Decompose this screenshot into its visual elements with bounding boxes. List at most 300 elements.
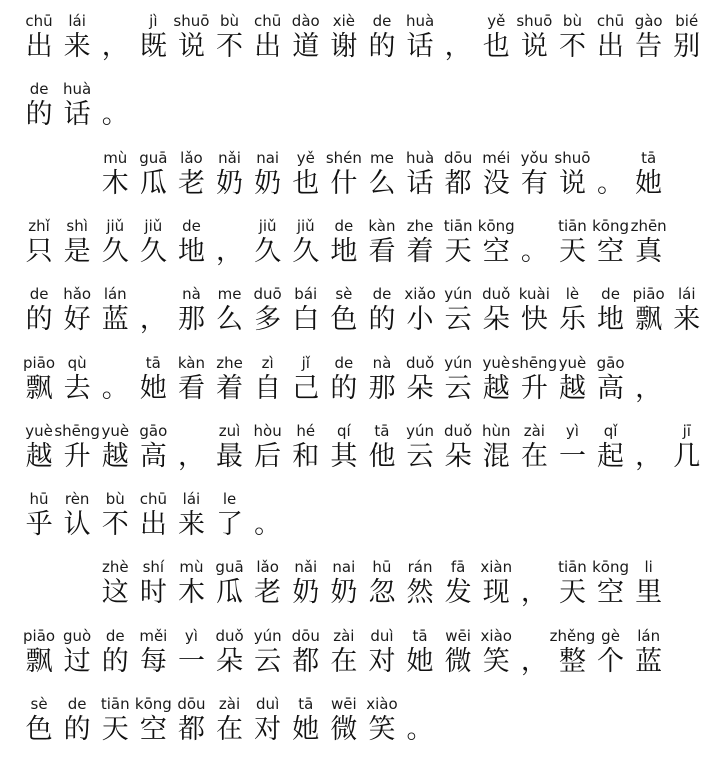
character-cell bbox=[629, 627, 669, 695]
hanzi-character: 朵 bbox=[216, 645, 244, 677]
pinyin-label: le bbox=[222, 490, 237, 509]
hanzi-character: 那 bbox=[368, 372, 396, 404]
pinyin-label: shuō bbox=[554, 148, 591, 167]
pinyin-label: yún bbox=[406, 421, 434, 440]
character-cell bbox=[591, 422, 631, 490]
hanzi-character: 飘 bbox=[635, 304, 663, 336]
pinyin-label: guā bbox=[215, 558, 244, 577]
pinyin-label: shuō bbox=[173, 12, 210, 30]
punctuation-mark: ， bbox=[635, 372, 663, 404]
pinyin-label: zài bbox=[333, 626, 355, 645]
text-line bbox=[20, 217, 668, 285]
hanzi-character: 谢 bbox=[330, 31, 358, 62]
hanzi-character: 的 bbox=[25, 304, 53, 336]
character-cell bbox=[476, 285, 516, 353]
character-cell bbox=[629, 285, 669, 353]
pinyin-label: tā bbox=[641, 148, 657, 167]
pinyin-label: chū bbox=[596, 12, 625, 30]
character-cell bbox=[552, 285, 592, 353]
pinyin-label: nǎi bbox=[294, 558, 318, 577]
character-cell bbox=[511, 353, 558, 422]
hanzi-character: 地 bbox=[177, 235, 205, 267]
hanzi-character: 越 bbox=[558, 372, 586, 404]
hanzi-character: 奶 bbox=[254, 167, 282, 199]
pinyin-label: dōu bbox=[177, 695, 206, 713]
character-cell bbox=[514, 217, 554, 285]
punctuation-mark: ， bbox=[444, 31, 472, 62]
character-cell bbox=[552, 354, 592, 422]
pinyin-label: méi bbox=[482, 148, 511, 167]
pinyin-label: huà bbox=[405, 148, 435, 167]
character-cell bbox=[95, 217, 135, 285]
pinyin-label: hū bbox=[29, 490, 49, 509]
pinyin-label: tā bbox=[145, 353, 161, 372]
character-cell bbox=[248, 285, 288, 353]
pinyin-label: gào bbox=[634, 12, 663, 30]
character-cell bbox=[171, 695, 211, 763]
pinyin-label: piāo bbox=[632, 285, 665, 304]
punctuation-mark: ， bbox=[177, 440, 205, 472]
character-cell bbox=[133, 354, 173, 422]
character-cell bbox=[286, 12, 326, 80]
hanzi-character: 自 bbox=[254, 372, 282, 404]
text-line bbox=[20, 354, 668, 422]
hanzi-character: 的 bbox=[368, 304, 396, 336]
character-cell bbox=[19, 285, 59, 353]
hanzi-character: 奶 bbox=[330, 577, 358, 609]
punctuation-mark: ， bbox=[520, 577, 548, 609]
character-cell bbox=[248, 490, 288, 558]
character-cell bbox=[324, 422, 364, 490]
hanzi-character: 乐 bbox=[558, 304, 586, 336]
pinyin-label: xiǎo bbox=[404, 285, 436, 304]
character-cell bbox=[171, 490, 211, 558]
character-cell bbox=[400, 422, 440, 490]
character-cell bbox=[210, 217, 250, 285]
pinyin-label: tiān bbox=[558, 558, 587, 577]
hanzi-character: 乎 bbox=[25, 509, 53, 541]
pinyin-label: huà bbox=[405, 12, 435, 30]
character-cell bbox=[19, 422, 59, 490]
character-cell bbox=[57, 627, 97, 695]
pinyin-label: zài bbox=[523, 421, 545, 440]
pinyin-label: nà bbox=[372, 353, 392, 372]
pinyin-label: duō bbox=[253, 285, 282, 304]
pinyin-label: yuè bbox=[101, 421, 130, 440]
character-cell bbox=[95, 695, 135, 763]
text-line bbox=[20, 80, 668, 148]
character-cell bbox=[95, 490, 135, 558]
character-cell bbox=[19, 695, 59, 763]
hanzi-character: 话 bbox=[406, 31, 434, 62]
pinyin-label: chū bbox=[139, 490, 167, 509]
pinyin-label: tiān bbox=[558, 216, 587, 235]
character-cell bbox=[324, 217, 364, 285]
character-cell bbox=[667, 285, 707, 353]
hanzi-character: 的 bbox=[63, 714, 91, 745]
character-cell bbox=[400, 627, 440, 695]
character-cell bbox=[210, 627, 250, 695]
pinyin-label: shēng bbox=[511, 353, 558, 372]
text-line bbox=[20, 149, 668, 217]
character-cell bbox=[54, 421, 100, 490]
pinyin-label: xiào bbox=[366, 695, 398, 713]
pinyin-label: de bbox=[601, 285, 620, 304]
hanzi-character: 其 bbox=[330, 440, 358, 472]
pinyin-label: duǒ bbox=[482, 285, 511, 304]
hanzi-character: 越 bbox=[101, 440, 129, 472]
hanzi-character: 木 bbox=[101, 167, 129, 199]
pinyin-label: qí bbox=[336, 421, 351, 440]
hanzi-character: 有 bbox=[520, 167, 548, 199]
pinyin-label: hǎo bbox=[63, 285, 92, 304]
hanzi-character: 久 bbox=[139, 235, 167, 267]
character-cell bbox=[324, 627, 364, 695]
character-cell bbox=[549, 626, 596, 695]
pinyin-label: kōng bbox=[477, 216, 515, 235]
pinyin-label: bù bbox=[220, 12, 240, 30]
hanzi-character: 老 bbox=[254, 577, 282, 609]
character-cell bbox=[248, 354, 288, 422]
pinyin-label: kōng bbox=[134, 695, 172, 713]
hanzi-character: 天 bbox=[558, 235, 586, 267]
hanzi-character: 来 bbox=[673, 304, 701, 336]
hanzi-character: 飘 bbox=[25, 645, 53, 677]
hanzi-character: 一 bbox=[558, 440, 586, 472]
pinyin-label: bái bbox=[294, 285, 318, 304]
character-cell bbox=[400, 695, 440, 763]
character-cell bbox=[248, 558, 288, 626]
character-cell bbox=[362, 422, 402, 490]
hanzi-character: 对 bbox=[368, 645, 396, 677]
pinyin-label: zhe bbox=[406, 216, 434, 235]
pinyin-label: guò bbox=[63, 626, 92, 645]
character-cell bbox=[324, 149, 364, 217]
character-cell bbox=[248, 217, 288, 285]
character-cell bbox=[57, 490, 97, 558]
pinyin-label: jì bbox=[149, 12, 158, 30]
pinyin-label: gāo bbox=[139, 421, 168, 440]
hanzi-character: 在 bbox=[330, 645, 358, 677]
pinyin-label: dōu bbox=[291, 626, 320, 645]
hanzi-character: 和 bbox=[292, 440, 320, 472]
hanzi-character: 出 bbox=[25, 31, 53, 62]
character-cell bbox=[438, 354, 478, 422]
hanzi-character: 发 bbox=[444, 577, 472, 609]
text-line bbox=[20, 627, 668, 695]
pinyin-label: kàn bbox=[368, 216, 396, 235]
pinyin-label: yún bbox=[444, 285, 473, 304]
pinyin-label: de bbox=[182, 216, 201, 235]
hanzi-character: 都 bbox=[177, 714, 205, 745]
punctuation-mark: 。 bbox=[597, 167, 625, 199]
pinyin-label: hé bbox=[296, 421, 316, 440]
pinyin-label: de bbox=[372, 12, 392, 30]
hanzi-character: 什 bbox=[330, 167, 358, 199]
punctuation-mark: ， bbox=[520, 645, 548, 677]
pinyin-label: yún bbox=[444, 353, 473, 372]
hanzi-character: 天 bbox=[558, 577, 586, 609]
character-cell bbox=[19, 354, 59, 422]
pinyin-label: de bbox=[29, 285, 49, 304]
character-cell bbox=[629, 558, 669, 626]
hanzi-character: 最 bbox=[216, 440, 244, 472]
pinyin-label: de bbox=[372, 285, 392, 304]
pinyin-label: yuè bbox=[25, 421, 53, 440]
hanzi-character: 在 bbox=[520, 440, 548, 472]
hanzi-character: 既 bbox=[139, 31, 167, 62]
hanzi-character: 的 bbox=[330, 372, 358, 404]
pinyin-label: yě bbox=[487, 12, 506, 30]
hanzi-character: 久 bbox=[254, 235, 282, 267]
hanzi-character: 快 bbox=[520, 304, 548, 336]
pinyin-label: zì bbox=[261, 353, 274, 372]
character-cell bbox=[133, 490, 173, 558]
character-cell bbox=[362, 285, 402, 353]
pinyin-label: měi bbox=[139, 626, 168, 645]
punctuation-mark: ， bbox=[139, 304, 167, 336]
hanzi-character: 都 bbox=[444, 167, 472, 199]
hanzi-character: 朵 bbox=[444, 440, 472, 472]
hanzi-character: 后 bbox=[254, 440, 282, 472]
character-cell bbox=[133, 285, 173, 353]
hanzi-character: 天 bbox=[444, 235, 472, 267]
text-line bbox=[20, 421, 701, 490]
pinyin-label: xiàn bbox=[480, 558, 513, 577]
pinyin-label: nai bbox=[256, 148, 280, 167]
character-cell bbox=[552, 12, 592, 80]
character-cell bbox=[362, 558, 402, 626]
pinyin-label: de bbox=[105, 626, 125, 645]
hanzi-character: 的 bbox=[25, 99, 53, 131]
pinyin-label: tiān bbox=[100, 695, 130, 713]
hanzi-character: 说 bbox=[177, 31, 205, 62]
pinyin-label: yún bbox=[253, 626, 282, 645]
pinyin-label: bié bbox=[675, 12, 699, 30]
pinyin-label: lán bbox=[637, 626, 661, 645]
hanzi-character: 飘 bbox=[25, 372, 53, 404]
character-cell bbox=[171, 627, 211, 695]
pinyin-label: duǒ bbox=[405, 353, 435, 372]
character-cell bbox=[57, 285, 97, 353]
pinyin-label: yǒu bbox=[520, 148, 549, 167]
character-cell bbox=[400, 558, 440, 626]
hanzi-character: 空 bbox=[139, 714, 167, 745]
character-cell bbox=[286, 285, 326, 353]
pinyin-label: zhēn bbox=[630, 216, 667, 235]
pinyin-label: gè bbox=[601, 626, 620, 645]
pinyin-label: yì bbox=[184, 626, 198, 645]
character-cell bbox=[248, 149, 288, 217]
pinyin-label: qǐ bbox=[603, 421, 618, 440]
pinyin-label: chū bbox=[254, 12, 282, 30]
pinyin-label: li bbox=[644, 558, 653, 577]
character-cell bbox=[476, 12, 516, 80]
character-cell bbox=[95, 354, 135, 422]
character-cell bbox=[324, 695, 364, 763]
character-cell bbox=[133, 558, 173, 626]
pinyin-label: sè bbox=[335, 285, 353, 304]
character-cell bbox=[667, 422, 707, 490]
hanzi-character: 了 bbox=[216, 509, 244, 541]
hanzi-character: 时 bbox=[139, 577, 167, 609]
hanzi-character: 瓜 bbox=[139, 167, 167, 199]
character-cell bbox=[629, 422, 669, 490]
pinyin-label: kōng bbox=[592, 558, 629, 577]
pinyin-label: hū bbox=[372, 558, 392, 577]
hanzi-character: 真 bbox=[635, 235, 663, 267]
character-cell bbox=[591, 217, 631, 285]
hanzi-character: 混 bbox=[482, 440, 510, 472]
text-line bbox=[20, 490, 668, 558]
pinyin-label: kàn bbox=[177, 353, 205, 372]
character-cell bbox=[476, 627, 516, 695]
hanzi-character: 来 bbox=[63, 31, 91, 62]
character-cell bbox=[400, 285, 440, 353]
hanzi-character: 来 bbox=[177, 509, 205, 541]
character-cell bbox=[438, 285, 478, 353]
character-cell bbox=[362, 149, 402, 217]
punctuation-mark: ， bbox=[635, 440, 663, 472]
hanzi-character: 几 bbox=[673, 440, 701, 472]
hanzi-character: 不 bbox=[558, 31, 586, 62]
hanzi-character: 是 bbox=[63, 235, 91, 267]
hanzi-character: 话 bbox=[63, 99, 91, 131]
character-cell bbox=[514, 422, 554, 490]
pinyin-label: duì bbox=[256, 695, 280, 713]
pinyin-label: jiǔ bbox=[296, 216, 315, 235]
pinyin-label: jī bbox=[682, 421, 691, 440]
pinyin-label: yě bbox=[296, 148, 315, 167]
character-cell bbox=[438, 149, 478, 217]
pinyin-label: yuè bbox=[558, 353, 587, 372]
character-cell bbox=[248, 695, 288, 763]
character-cell bbox=[19, 627, 59, 695]
character-cell bbox=[95, 80, 135, 148]
character-cell bbox=[362, 354, 402, 422]
character-cell bbox=[133, 695, 173, 763]
hanzi-character: 瓜 bbox=[216, 577, 244, 609]
pinyin-label: rán bbox=[407, 558, 433, 577]
character-cell bbox=[95, 12, 135, 80]
character-cell bbox=[514, 12, 554, 80]
character-cell bbox=[171, 422, 211, 490]
pinyin-label: zhè bbox=[101, 558, 129, 577]
hanzi-character: 越 bbox=[482, 372, 510, 404]
character-cell bbox=[476, 422, 516, 490]
hanzi-character: 多 bbox=[254, 304, 282, 336]
hanzi-character: 色 bbox=[25, 714, 53, 745]
character-cell bbox=[95, 285, 135, 353]
punctuation-mark: 。 bbox=[101, 99, 129, 131]
pinyin-label: lǎo bbox=[256, 558, 279, 577]
character-cell bbox=[552, 217, 592, 285]
hanzi-character: 说 bbox=[520, 31, 548, 62]
hanzi-character: 在 bbox=[216, 714, 244, 745]
character-cell bbox=[210, 490, 250, 558]
character-cell bbox=[591, 354, 631, 422]
hanzi-character: 她 bbox=[406, 645, 434, 677]
character-cell bbox=[552, 422, 592, 490]
hanzi-character: 都 bbox=[292, 645, 320, 677]
pinyin-label: fā bbox=[450, 558, 466, 577]
character-cell bbox=[552, 149, 592, 217]
hanzi-character: 现 bbox=[482, 577, 510, 609]
hanzi-character: 云 bbox=[406, 440, 434, 472]
character-cell bbox=[57, 695, 97, 763]
character-cell bbox=[133, 627, 173, 695]
pinyin-label: wēi bbox=[331, 695, 357, 713]
pinyin-label: hòu bbox=[253, 421, 282, 440]
pinyin-label: de bbox=[334, 353, 354, 372]
character-cell bbox=[210, 695, 250, 763]
pinyin-label: hùn bbox=[481, 421, 511, 440]
character-cell bbox=[362, 12, 402, 80]
character-cell bbox=[476, 217, 516, 285]
hanzi-character: 空 bbox=[597, 577, 625, 609]
character-cell bbox=[324, 12, 364, 80]
pinyin-label: nai bbox=[332, 558, 356, 577]
character-cell bbox=[171, 12, 211, 80]
character-cell bbox=[57, 217, 97, 285]
hanzi-character: 对 bbox=[254, 714, 282, 745]
hanzi-character: 蓝 bbox=[635, 645, 663, 677]
pinyin-label: guā bbox=[139, 148, 168, 167]
pinyin-label: lái bbox=[677, 285, 696, 304]
character-cell bbox=[286, 354, 326, 422]
punctuation-mark: 。 bbox=[101, 372, 129, 404]
hanzi-character: 然 bbox=[406, 577, 434, 609]
hanzi-character: 蓝 bbox=[101, 304, 129, 336]
hanzi-character: 的 bbox=[368, 31, 396, 62]
hanzi-character: 地 bbox=[330, 235, 358, 267]
pinyin-label: gāo bbox=[596, 353, 625, 372]
character-cell bbox=[629, 354, 669, 422]
hanzi-character: 云 bbox=[444, 304, 472, 336]
pinyin-label: lè bbox=[565, 285, 580, 304]
hanzi-character: 她 bbox=[635, 167, 663, 199]
pinyin-label: jiǔ bbox=[106, 216, 125, 235]
hanzi-character: 只 bbox=[25, 235, 53, 267]
character-cell bbox=[362, 217, 402, 285]
character-cell bbox=[286, 695, 326, 763]
pinyin-label: de bbox=[334, 216, 354, 235]
character-cell bbox=[514, 558, 554, 626]
pinyin-label: duǒ bbox=[215, 626, 244, 645]
hanzi-character: 看 bbox=[368, 235, 396, 267]
pinyin-label: mù bbox=[179, 558, 204, 577]
character-cell bbox=[591, 12, 631, 80]
pinyin-label: me bbox=[217, 285, 242, 304]
character-cell bbox=[438, 558, 478, 626]
character-cell bbox=[95, 627, 135, 695]
pinyin-label: shēng bbox=[54, 421, 100, 440]
character-cell bbox=[210, 12, 250, 80]
character-cell bbox=[171, 217, 211, 285]
character-cell bbox=[362, 695, 402, 763]
pinyin-label: nǎi bbox=[218, 148, 241, 167]
hanzi-character: 她 bbox=[292, 714, 320, 745]
hanzi-character: 微 bbox=[330, 714, 358, 745]
hanzi-character: 么 bbox=[368, 167, 396, 199]
pinyin-label: huà bbox=[63, 80, 92, 99]
pinyin-label: duì bbox=[370, 626, 394, 645]
hanzi-character: 那 bbox=[177, 304, 205, 336]
pinyin-label: tā bbox=[412, 626, 428, 645]
hanzi-character: 朵 bbox=[406, 372, 434, 404]
punctuation-mark: 。 bbox=[254, 509, 282, 541]
text-line bbox=[20, 695, 668, 763]
